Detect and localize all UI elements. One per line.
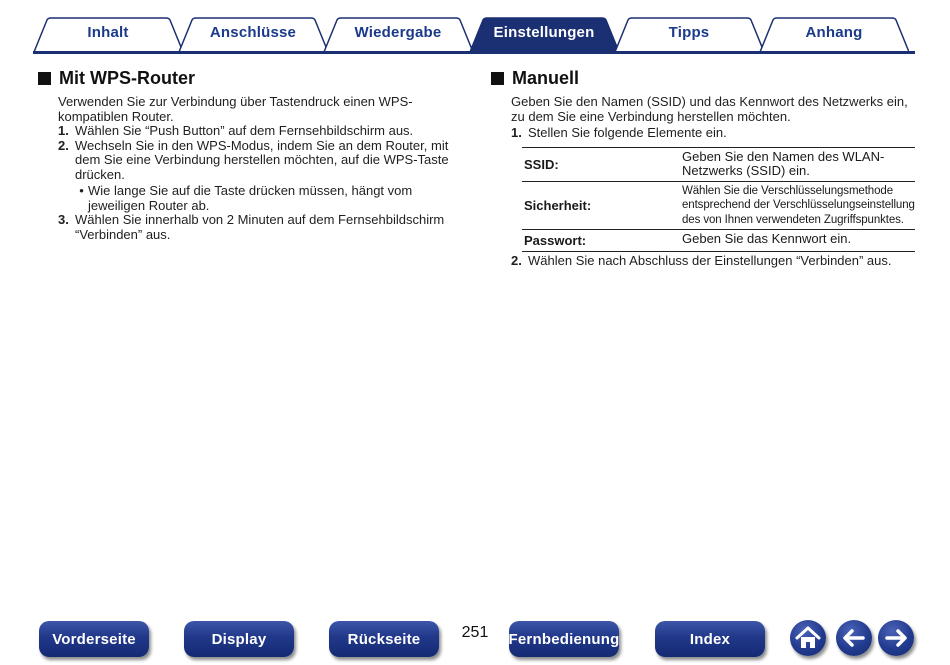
section-body — [38, 95, 458, 242]
table-value: Wählen Sie die Verschlüsselungsmethode entsprechend der Verschlüsselungseinstellung des von Ihnen verwendeten Zugriffspunktes. — [682, 184, 915, 226]
tab-anhang[interactable] — [759, 17, 909, 53]
rueckseite-button[interactable] — [329, 621, 439, 657]
section-manuell — [491, 66, 916, 269]
home-button[interactable] — [790, 620, 826, 656]
step-number: 1. — [58, 123, 69, 138]
tab-label: Inhalt — [87, 24, 129, 41]
forward-button[interactable] — [878, 620, 914, 656]
step-text: Wählen Sie “Push Button” auf dem Fernsehbildschirm aus. — [75, 123, 414, 138]
button-label: Index — [689, 630, 731, 648]
footer-nav — [0, 615, 950, 665]
section-title: Manuell — [512, 67, 580, 88]
back-button[interactable] — [836, 620, 872, 656]
intro-text: Geben Sie den Namen (SSID) und das Kennwort des Netzwerks ein, zu dem Sie eine Verbindung herstellen möchten. — [511, 94, 908, 124]
table-row — [522, 230, 915, 252]
section-body — [491, 95, 916, 141]
step-item — [511, 254, 916, 269]
table-key: Passwort: — [524, 233, 587, 248]
table-row — [522, 182, 915, 231]
table-row — [522, 148, 915, 182]
tab-inhalt[interactable] — [33, 17, 183, 53]
step-text: Wählen Sie innerhalb von 2 Minuten auf dem Fernsehbildschirm “Verbinden” aus. — [75, 212, 445, 242]
vorderseite-button[interactable] — [39, 621, 149, 657]
square-bullet-icon — [38, 72, 51, 85]
step-item — [58, 139, 458, 183]
tab-label: Anschlüsse — [209, 24, 297, 41]
step-number: 1. — [511, 125, 522, 140]
bullet-text: Wie lange Sie auf die Taste drücken müssen, hängt vom jeweiligen Router ab. — [88, 183, 413, 213]
section-heading — [38, 66, 458, 90]
step-number: 3. — [58, 212, 69, 227]
step-item — [58, 213, 458, 242]
tab-wiedergabe[interactable] — [323, 17, 473, 53]
home-icon — [790, 620, 826, 656]
tab-tipps[interactable] — [614, 17, 764, 53]
page-number: 251 — [461, 624, 489, 641]
tab-label: Tipps — [668, 24, 710, 41]
section-heading — [491, 66, 916, 90]
step-number: 2. — [511, 253, 522, 268]
table-value: Geben Sie das Kennwort ein. — [682, 231, 852, 246]
button-label: Fernbedienung — [508, 630, 620, 648]
button-label: Rückseite — [347, 630, 421, 648]
tab-anschluesse[interactable] — [178, 17, 328, 53]
button-label: Vorderseite — [52, 630, 136, 648]
note-bullet — [58, 184, 458, 213]
tab-bar — [0, 0, 950, 56]
step-text: Wählen Sie nach Abschluss der Einstellungen “Verbinden” aus. — [528, 253, 892, 268]
section-wps-router — [38, 66, 458, 242]
tab-label: Einstellungen — [493, 24, 595, 41]
table-key: Sicherheit: — [524, 197, 592, 213]
index-button[interactable] — [655, 621, 765, 657]
back-arrow-icon — [836, 620, 872, 656]
tab-label: Anhang — [805, 24, 863, 41]
square-bullet-icon — [491, 72, 504, 85]
forward-arrow-icon — [878, 620, 914, 656]
tab-label: Wiedergabe — [354, 24, 442, 41]
bullet-dot-icon: • — [79, 183, 84, 198]
section-body-continued — [491, 254, 916, 269]
settings-table — [522, 147, 915, 253]
step-text: Stellen Sie folgende Elemente ein. — [528, 125, 727, 140]
display-button[interactable] — [184, 621, 294, 657]
fernbedienung-button[interactable] — [509, 621, 619, 657]
tab-underline — [33, 51, 915, 54]
step-item — [511, 126, 916, 141]
tab-einstellungen[interactable] — [469, 17, 619, 53]
table-value: Geben Sie den Namen des WLAN-Netzwerks (SSID) ein. — [682, 148, 885, 178]
intro-text: Verwenden Sie zur Verbindung über Tastendruck einen WPS-kompatiblen Router. — [58, 94, 413, 124]
section-title: Mit WPS-Router — [59, 67, 195, 88]
table-key: SSID: — [524, 156, 559, 172]
step-text: Wechseln Sie in den WPS-Modus, indem Sie an dem Router, mit dem Sie eine Verbindung herstellen möchten, auf die WPS-Taste drücken. — [75, 137, 449, 182]
button-label: Display — [211, 630, 267, 648]
step-item — [58, 124, 458, 139]
step-number: 2. — [58, 137, 69, 153]
